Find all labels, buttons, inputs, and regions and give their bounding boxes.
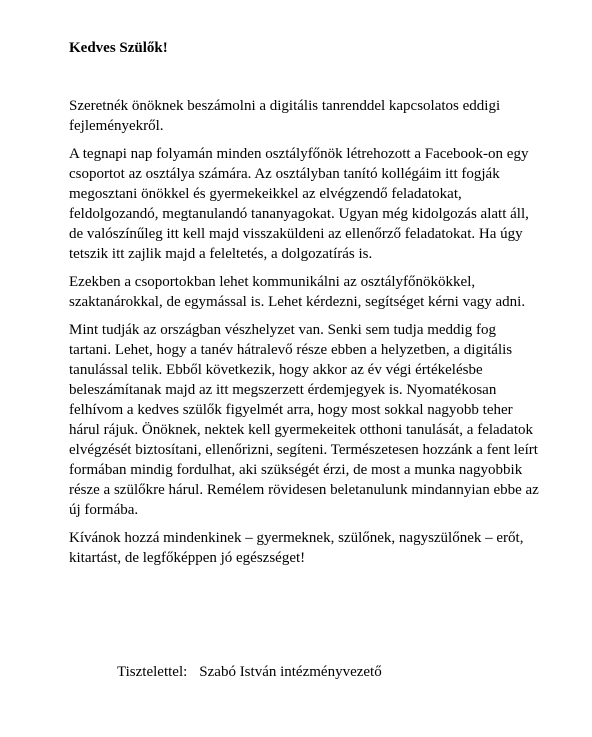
letter-paragraph: A tegnapi nap folyamán minden osztályfőnök létrehozott a Facebook-on egy csoportot az osztálya számára. Az osztályban tanító kollégáim itt fogják megosztani önökkel és gyermekeikkel az elvégzendő feladatokat, feldolgozandó, megtanulandó tananyagokat. Ugyan még kidolgozás alatt áll, de valószínűleg itt kell majd visszaküldeni az ellenőrző feladatokat. Ha úgy tetszik itt zajlik majd a feleltetés, a dolgozatírás is.: [69, 146, 529, 262]
letter-paragraph: Szeretnék önöknek beszámolni a digitális tanrenddel kapcsolatos eddigi fejleményekről.: [69, 98, 501, 134]
signature-line: [117, 662, 382, 682]
letter-paragraph: Ezekben a csoportokban lehet kommunikálni az osztályfőnökökkel, szaktanárokkal, de egymással is. Lehet kérdezni, segítséget kérni vagy adni.: [69, 274, 526, 310]
letter-paragraph: Kívánok hozzá mindenkinek – gyermeknek, szülőnek, nagyszülőnek – erőt, kitartást, de legfőképpen jó egészséget!: [69, 530, 524, 566]
closing-text: Tisztelettel:: [117, 664, 188, 680]
letter-paragraph: Mint tudják az országban vészhelyzet van. Senki sem tudja meddig fog tartani. Lehet, hogy a tanév hátralevő része ebben a helyzetben, a digitális tanulással telik. Ebből következik, hogy akkor az év végi értékelésbe beleszámítanak majd az itt megszerzett érdemjegyek is. Nyomatékosan felhívom a kedves szülők figyelmét arra, hogy most sokkal nagyobb teher hárul rájuk. Önöknek, nektek kell gyermekeitek otthoni tanulását, a feladatok elvégzését biztosítani, ellenőrizni, segíteni. Természetesen hozzánk a fent leírt formában mindig fordulhat, aki szükségét érzi, de most a munka nagyobbik része a szülőkre hárul. Remélem rövidesen beletanulunk mindannyian ebbe az új formába.: [69, 322, 539, 518]
letter-greeting: Kedves Szülők!: [69, 40, 168, 56]
signer-name: Szabó István intézményvezető: [199, 664, 382, 680]
letter-body: [69, 38, 539, 568]
